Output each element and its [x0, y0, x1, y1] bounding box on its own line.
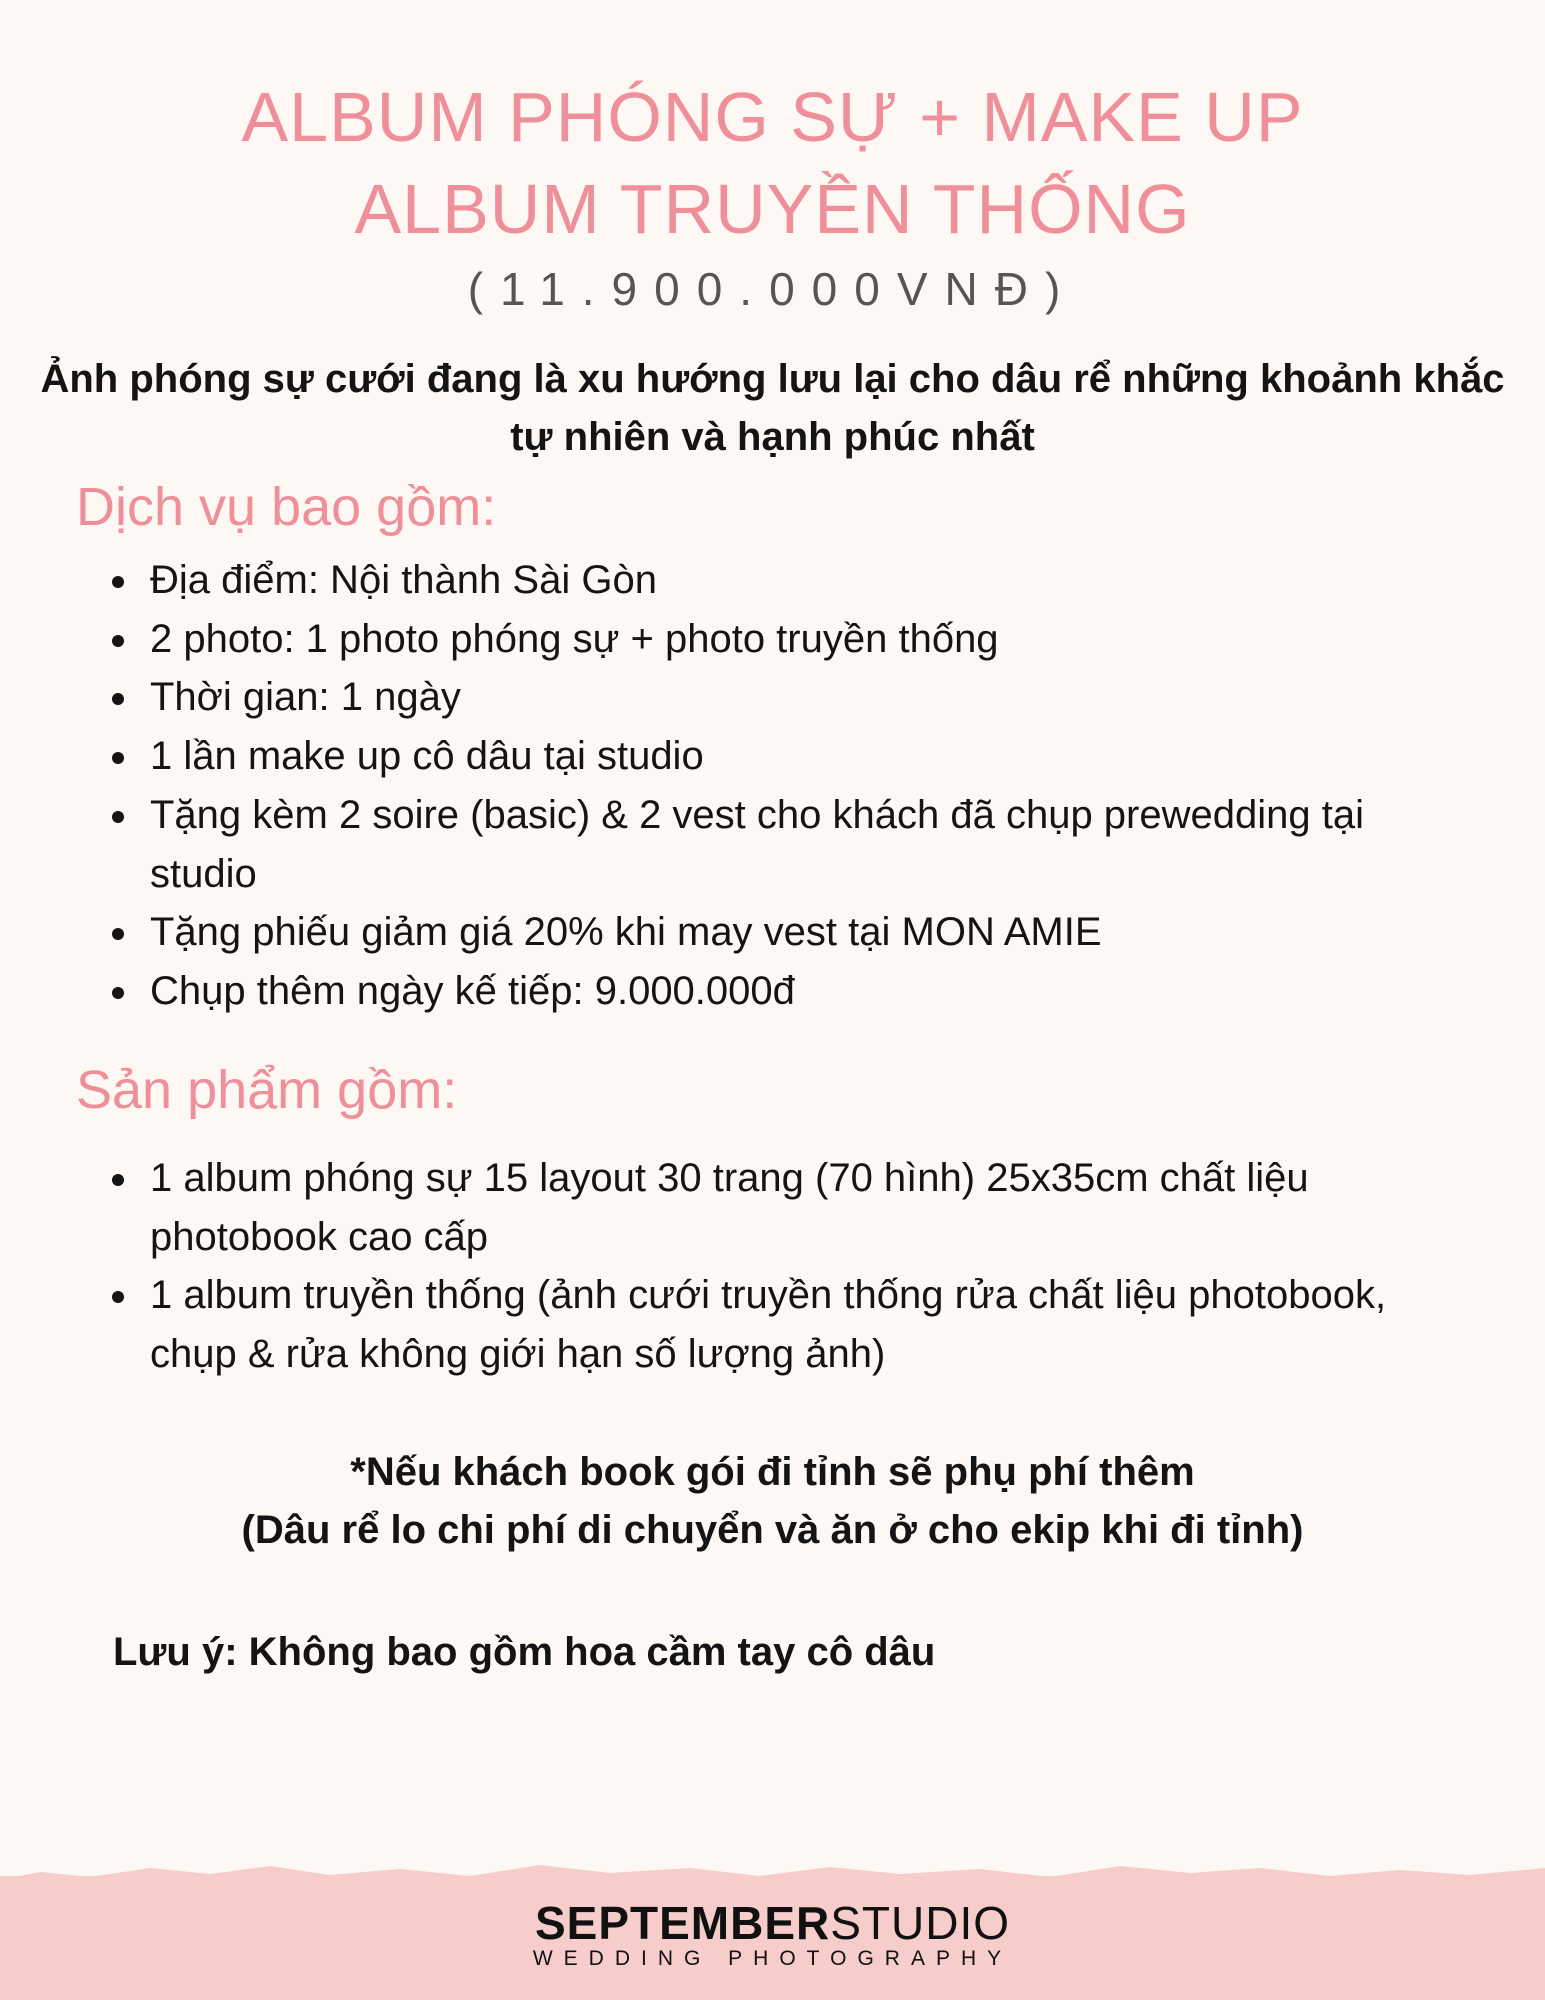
remark-text: Lưu ý: Không bao gồm hoa cầm tay cô dâu: [113, 1630, 936, 1674]
list-item: Thời gian: 1 ngày: [150, 668, 1450, 727]
logo-bold-text: SEPTEMBER: [534, 1897, 831, 1949]
list-item: 2 photo: 1 photo phóng sự + photo truyền thống: [150, 610, 1450, 669]
intro-text: Ảnh phóng sự cưới đang là xu hướng lưu lại cho dâu rể những khoảnh khắc tự nhiên và hạnh phúc nhất: [40, 357, 1505, 459]
logo-tagline: WEDDING PHOTOGRAPHY: [532, 1947, 1013, 1970]
list-item: 1 album truyền thống (ảnh cưới truyền thống rửa chất liệu photobook, chụp & rửa không giới hạn số lượng ảnh): [150, 1266, 1450, 1383]
list-item: 1 album phóng sự 15 layout 30 trang (70 hình) 25x35cm chất liệu photobook cao cấp: [150, 1149, 1450, 1266]
logo-wordmark: [0, 1897, 1545, 1949]
studio-logo: [0, 1897, 1545, 1970]
list-item: 1 lần make up cô dâu tại studio: [150, 727, 1450, 786]
list-item: Tặng kèm 2 soire (basic) & 2 vest cho khách đã chụp prewedding tại studio: [150, 786, 1450, 903]
services-list: [150, 551, 1450, 1021]
list-item: Địa điểm: Nội thành Sài Gòn: [150, 551, 1450, 610]
package-price: (11.900.000VNĐ): [467, 263, 1078, 315]
logo-light-text: STUDIO: [830, 1897, 1011, 1949]
products-list: [150, 1149, 1450, 1384]
services-heading: Dịch vụ bao gồm:: [76, 477, 497, 537]
list-item: Tặng phiếu giảm giá 20% khi may vest tại MON AMIE: [150, 903, 1450, 962]
travel-cost-note: (Dâu rể lo chi phí di chuyển và ăn ở cho ekip khi đi tỉnh): [241, 1508, 1304, 1552]
surcharge-note: *Nếu khách book gói đi tỉnh sẽ phụ phí thêm: [350, 1450, 1195, 1494]
list-item: Chụp thêm ngày kế tiếp: 9.000.000đ: [150, 962, 1450, 1021]
products-heading: Sản phẩm gồm:: [76, 1060, 458, 1120]
title-line-2: ALBUM TRUYỀN THỐNG: [354, 170, 1191, 248]
title-line-1: ALBUM PHÓNG SỰ + MAKE UP: [241, 78, 1304, 156]
